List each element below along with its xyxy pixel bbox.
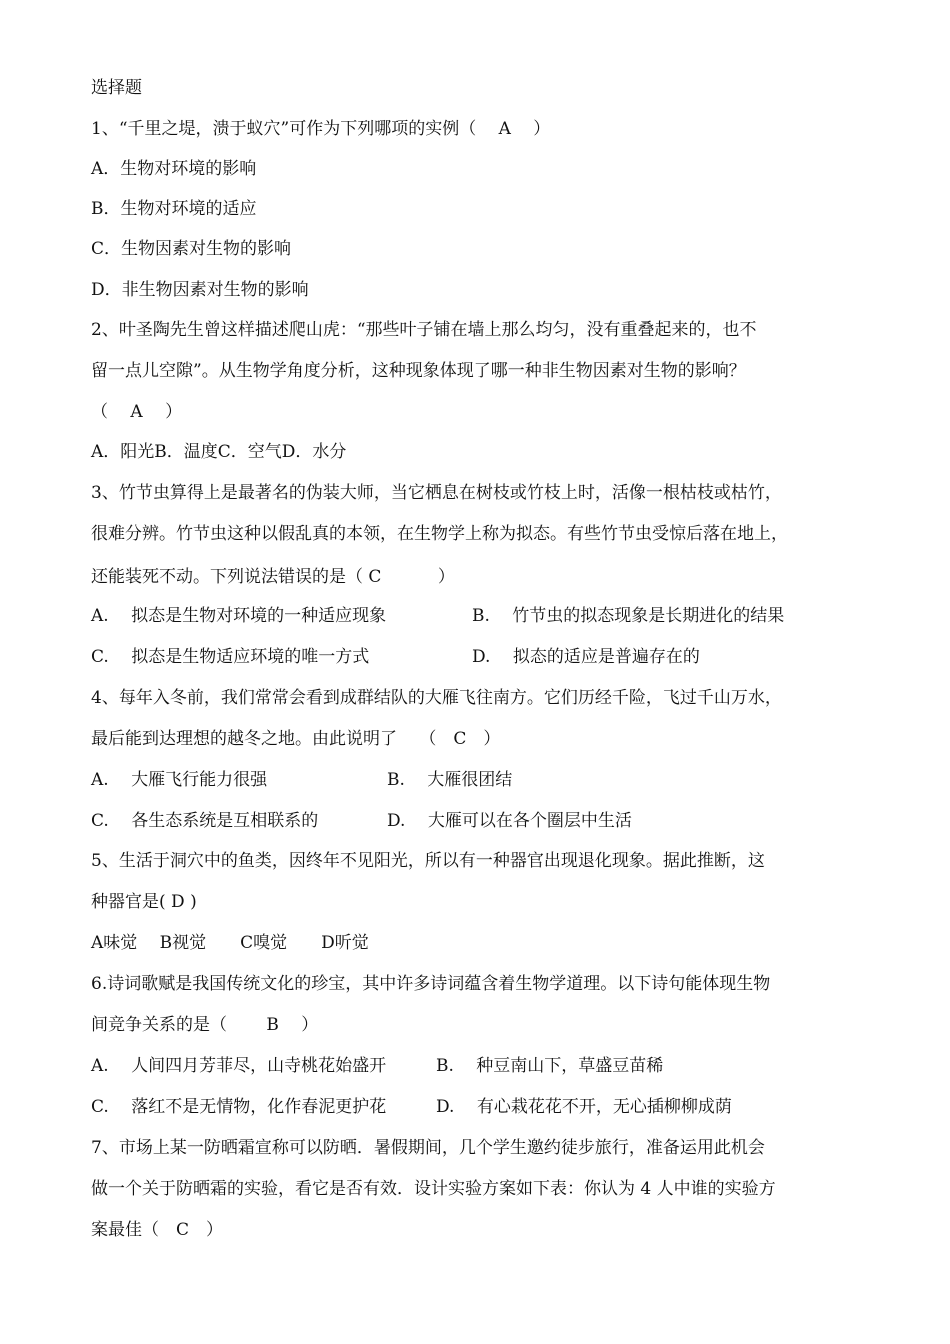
q1-option-d: D．非生物因素对生物的影响 xyxy=(91,280,309,300)
q6-option-d: D. 有心栽花花不开，无心插柳柳成荫 xyxy=(436,1097,732,1117)
q2-options: A．阳光B．温度C．空气D．水分 xyxy=(91,442,347,462)
q7-stem-line-2: 做一个关于防晒霜的实验，看它是否有效．设计实验方案如下表：你认为 4 人中谁的实验方 xyxy=(91,1179,776,1199)
q4-option-d: D. 大雁可以在各个圈层中生活 xyxy=(387,811,632,831)
q6-option-a: A. 人间四月芳菲尽，山寺桃花始盛开 xyxy=(91,1056,387,1076)
q2-stem-line-1: 2、叶圣陶先生曾这样描述爬山虎：“那些叶子铺在墙上那么均匀，没有重叠起来的，也不 xyxy=(91,320,757,340)
q1-option-c: C．生物因素对生物的影响 xyxy=(91,239,292,259)
q1-option-b: B．生物对环境的适应 xyxy=(91,199,257,219)
q3-option-a: A. 拟态是生物对环境的一种适应现象 xyxy=(91,606,387,626)
q1-option-a: A．生物对环境的影响 xyxy=(91,159,257,179)
q7-stem-line-1: 7、市场上某一防晒霜宣称可以防晒．暑假期间，几个学生邀约徒步旅行，准备运用此机会 xyxy=(91,1138,765,1158)
q5-options: A味觉 B视觉 C嗅觉 D听觉 xyxy=(91,933,369,953)
q6-option-c: C. 落红不是无情物，化作春泥更护花 xyxy=(91,1097,387,1117)
section-title: 选择题 xyxy=(91,78,142,98)
q6-stem-line-1: 6.诗词歌赋是我国传统文化的珍宝，其中许多诗词蕴含着生物学道理。以下诗句能体现生物 xyxy=(91,974,771,994)
q1-stem: 1、“千里之堤，溃于蚁穴”可作为下列哪项的实例（ A ） xyxy=(91,119,551,139)
q4-option-a: A. 大雁飞行能力很强 xyxy=(91,770,268,790)
q3-stem-line-1: 3、竹节虫算得上是最著名的伪装大师，当它栖息在树枝或竹枝上时，活像一根枯枝或枯竹， xyxy=(91,483,782,503)
q4-stem-line-1: 4、每年入冬前，我们常常会看到成群结队的大雁飞往南方。它们历经千险，飞过千山万水， xyxy=(91,688,782,708)
q2-stem-line-3: （ A ） xyxy=(91,402,183,422)
q7-stem-line-3: 案最佳（ C ） xyxy=(91,1220,224,1240)
q4-option-b: B. 大雁很团结 xyxy=(387,770,513,790)
q5-stem-line-2: 种器官是( D ) xyxy=(91,892,197,912)
q5-stem-line-1: 5、生活于洞穴中的鱼类，因终年不见阳光，所以有一种器官出现退化现象。据此推断，这 xyxy=(91,851,765,871)
q3-option-c: C. 拟态是生物适应环境的唯一方式 xyxy=(91,647,370,667)
q6-stem-line-2: 间竞争关系的是（ B ） xyxy=(91,1015,319,1035)
q4-stem-line-2: 最后能到达理想的越冬之地。由此说明了 （ C ） xyxy=(91,729,501,749)
q2-stem-line-2: 留一点儿空隙”。从生物学角度分析，这种现象体现了哪一种非生物因素对生物的影响？ xyxy=(91,361,746,381)
q4-option-c: C. 各生态系统是互相联系的 xyxy=(91,811,319,831)
q3-stem-line-2: 很难分辨。竹节虫这种以假乱真的本领，在生物学上称为拟态。有些竹节虫受惊后落在地上， xyxy=(91,524,788,544)
q3-stem-line-3: 还能装死不动。下列说法错误的是（ C ） xyxy=(91,567,455,587)
q3-option-d: D. 拟态的适应是普遍存在的 xyxy=(472,647,700,667)
q3-option-b: B. 竹节虫的拟态现象是长期进化的结果 xyxy=(472,606,785,626)
q6-option-b: B. 种豆南山下，草盛豆苗稀 xyxy=(436,1056,664,1076)
